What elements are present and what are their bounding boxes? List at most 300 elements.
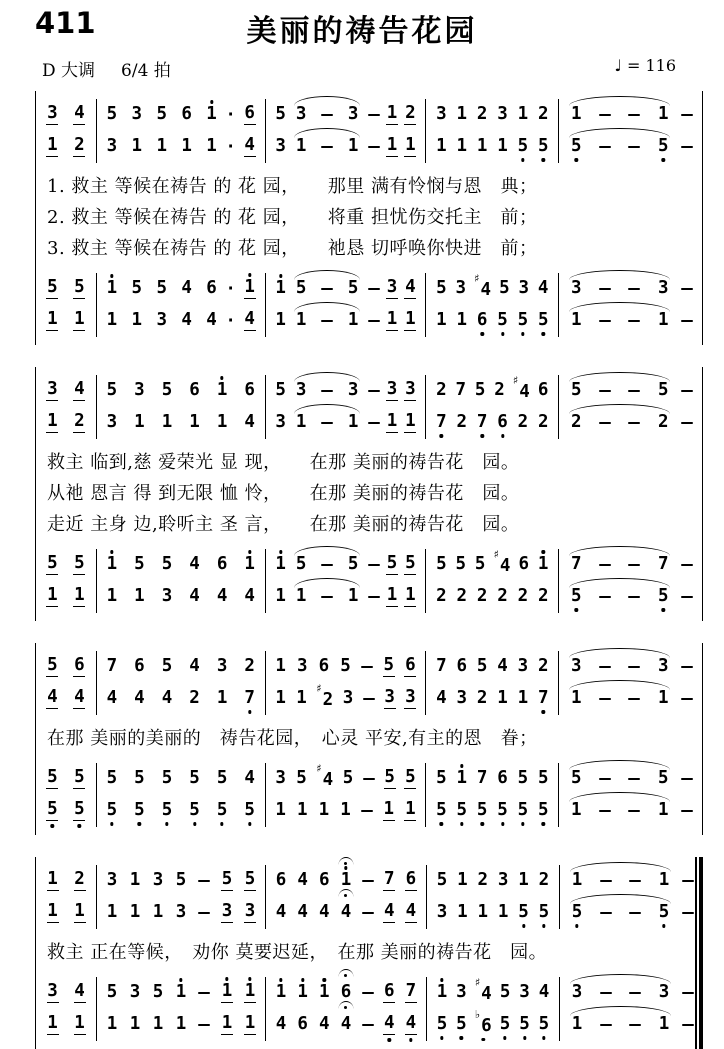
lower-voice-line bbox=[426, 407, 558, 439]
note: 5 bbox=[537, 310, 549, 331]
note: 2 bbox=[436, 586, 447, 607]
note: 1 bbox=[106, 902, 118, 923]
tempo-marking: ♩ = 116 bbox=[614, 56, 676, 75]
note: 1 bbox=[570, 310, 582, 331]
note: 4 bbox=[405, 901, 417, 922]
lyric-line: 3. 救主 等候在祷告 的 花 园， 祂恳 切呼唤你快进 前； bbox=[47, 238, 538, 259]
rest-dash bbox=[599, 810, 611, 812]
note: 1 bbox=[658, 1014, 670, 1035]
lower-voice-line bbox=[559, 407, 702, 439]
note: 4 bbox=[74, 103, 85, 124]
upper-voice-line bbox=[427, 865, 559, 897]
note: 4 bbox=[497, 656, 508, 677]
note: 1 bbox=[275, 982, 287, 1003]
rest-dash bbox=[628, 810, 640, 812]
lower-voice-line bbox=[97, 305, 265, 337]
note: 1 bbox=[658, 870, 670, 891]
note: 4 bbox=[189, 554, 200, 575]
lower-voice-line bbox=[266, 131, 426, 163]
note: 5 bbox=[537, 136, 549, 157]
note: 3 bbox=[384, 687, 395, 708]
note: 4 bbox=[161, 688, 173, 709]
note: 5 bbox=[131, 278, 143, 299]
rest-dash bbox=[368, 114, 380, 116]
upper-voice-line bbox=[266, 375, 426, 407]
pickup-measure bbox=[36, 99, 96, 163]
tie-group bbox=[569, 1016, 672, 1034]
note: 5 bbox=[538, 1014, 550, 1035]
upper-voice-line bbox=[559, 651, 702, 683]
note: 5 bbox=[296, 768, 307, 789]
hymn-number: 411 bbox=[35, 6, 96, 40]
note: 4 bbox=[244, 135, 255, 156]
lower-voice-line bbox=[559, 581, 702, 613]
note: 2 bbox=[537, 586, 549, 607]
note: 6 bbox=[181, 104, 192, 125]
note: 1 bbox=[74, 585, 85, 606]
note: 1 bbox=[221, 981, 233, 1002]
upper-voice-line bbox=[36, 651, 96, 683]
note: 4 bbox=[275, 1014, 287, 1035]
note: 3 bbox=[497, 870, 509, 891]
note: 5 bbox=[436, 800, 447, 821]
rest-dash bbox=[629, 880, 641, 882]
rest-dash bbox=[682, 912, 694, 914]
measure bbox=[425, 273, 558, 337]
note: 2 bbox=[570, 412, 582, 433]
upper-voice-line bbox=[97, 273, 265, 305]
accidental-icon: ♯ bbox=[316, 681, 322, 695]
note: 1 bbox=[296, 688, 307, 709]
measure bbox=[265, 977, 426, 1041]
rest-dash bbox=[321, 422, 333, 424]
note: 5 bbox=[47, 799, 58, 820]
note: 5 bbox=[74, 277, 85, 298]
note: 6 bbox=[319, 870, 330, 891]
upper-voice-line bbox=[559, 375, 702, 407]
upper-voice-line bbox=[266, 763, 426, 795]
measure bbox=[558, 651, 702, 715]
upper-voice-line bbox=[266, 549, 426, 581]
note: 4 bbox=[74, 687, 85, 708]
note: 3 bbox=[295, 380, 307, 401]
rest-dash bbox=[363, 778, 375, 780]
meta-row bbox=[42, 56, 676, 81]
lyric-line: 1. 救主 等候在祷告 的 花 园， 那里 满有怜悯与恩 典； bbox=[47, 176, 538, 197]
upper-voice-line bbox=[426, 273, 558, 305]
note: 3 bbox=[275, 768, 286, 789]
note: 1 bbox=[244, 554, 255, 575]
tie-group bbox=[569, 984, 672, 1002]
rest-dash bbox=[368, 320, 380, 322]
note: 1 bbox=[175, 982, 187, 1003]
note: 5 bbox=[436, 870, 448, 891]
measure bbox=[96, 99, 265, 163]
note: 2 bbox=[477, 870, 489, 891]
note: 1 bbox=[456, 104, 468, 125]
note: 5 bbox=[436, 554, 447, 575]
rest-dash bbox=[629, 912, 641, 914]
lower-voice-line bbox=[97, 581, 265, 613]
upper-voice-line bbox=[559, 273, 702, 305]
note: 5 bbox=[216, 800, 228, 821]
rest-dash bbox=[682, 880, 694, 882]
augmentation-dot: · bbox=[225, 137, 236, 157]
rest-dash bbox=[198, 992, 210, 994]
note: 4 bbox=[319, 902, 330, 923]
note: 3 bbox=[342, 688, 354, 709]
note: 2 bbox=[657, 412, 669, 433]
note: 1 bbox=[457, 870, 468, 891]
note: 1 bbox=[216, 412, 228, 433]
fermata-icon bbox=[338, 889, 353, 897]
note: 1 bbox=[181, 136, 192, 157]
note: 3 bbox=[244, 901, 256, 922]
pickup-measure bbox=[36, 865, 96, 929]
note: 1 bbox=[221, 1013, 233, 1034]
note: 3 bbox=[129, 982, 141, 1003]
voice-pair bbox=[36, 372, 702, 442]
note: 5 bbox=[340, 656, 351, 677]
note: 1 bbox=[47, 309, 58, 330]
music-system bbox=[35, 367, 703, 621]
note: 1 bbox=[47, 585, 58, 606]
note: 1 bbox=[347, 412, 359, 433]
note: 7 bbox=[384, 869, 395, 890]
augmentation-dot: · bbox=[225, 105, 236, 125]
note: 1 bbox=[129, 902, 141, 923]
note: 1 bbox=[571, 1014, 583, 1035]
rest-dash bbox=[681, 320, 693, 322]
rest-dash bbox=[321, 596, 333, 598]
note: 5 bbox=[347, 554, 359, 575]
note: 5 bbox=[152, 982, 164, 1003]
note: 4 bbox=[436, 688, 447, 709]
note: 5 bbox=[538, 902, 550, 923]
upper-voice-line bbox=[426, 549, 558, 581]
rest-dash bbox=[628, 422, 640, 424]
note: 5 bbox=[456, 800, 468, 821]
note: 4 bbox=[74, 379, 85, 400]
rest-dash bbox=[628, 320, 640, 322]
note: 2 bbox=[538, 870, 550, 891]
note: 3 bbox=[658, 982, 670, 1003]
note: 1 bbox=[295, 412, 307, 433]
note: 5 bbox=[175, 870, 187, 891]
note: 5 bbox=[436, 278, 447, 299]
note: 2 bbox=[405, 103, 416, 124]
lower-voice-line bbox=[97, 683, 265, 715]
tie-group bbox=[293, 556, 361, 574]
note: 1 bbox=[295, 310, 307, 331]
note: 5 bbox=[216, 768, 228, 789]
note: 4 bbox=[244, 768, 255, 789]
augmentation-dot: · bbox=[225, 311, 236, 331]
note: 3 bbox=[297, 656, 308, 677]
note: 1 bbox=[456, 768, 468, 789]
note: 3 bbox=[456, 982, 467, 1003]
rest-dash bbox=[321, 288, 333, 290]
note: 6 bbox=[497, 412, 508, 433]
lower-voice-line bbox=[266, 305, 426, 337]
note: 7 bbox=[657, 554, 669, 575]
note: 2 bbox=[537, 412, 549, 433]
note: 2 bbox=[456, 586, 468, 607]
note: 1 bbox=[275, 586, 286, 607]
note: 5 bbox=[570, 136, 582, 157]
note: 3 bbox=[47, 981, 58, 1002]
rest-dash bbox=[682, 992, 694, 994]
note: 5 bbox=[497, 800, 508, 821]
measure bbox=[265, 651, 426, 715]
note: 4 bbox=[216, 586, 228, 607]
note: 1 bbox=[297, 982, 308, 1003]
note: 5 bbox=[189, 768, 200, 789]
note: 1 bbox=[275, 554, 286, 575]
note: 6 bbox=[206, 278, 217, 299]
note: 5 bbox=[47, 553, 58, 574]
note: ♯4 bbox=[316, 761, 334, 790]
note: 6 bbox=[244, 103, 255, 124]
upper-voice-line bbox=[97, 763, 265, 795]
note: ♯4 bbox=[474, 975, 492, 1004]
note: 2 bbox=[476, 688, 488, 709]
lower-voice-line bbox=[427, 1009, 559, 1041]
note: 3 bbox=[657, 656, 669, 677]
note: 7 bbox=[436, 412, 447, 433]
note: 1 bbox=[517, 688, 529, 709]
voice-pair bbox=[36, 862, 703, 932]
note: 4 bbox=[405, 277, 416, 298]
rest-dash bbox=[681, 146, 693, 148]
note: 1 bbox=[570, 104, 582, 125]
upper-voice-line bbox=[560, 865, 703, 897]
note: 1 bbox=[131, 136, 143, 157]
note: 5 bbox=[517, 310, 529, 331]
music-system bbox=[35, 643, 703, 835]
note: 5 bbox=[518, 902, 529, 923]
note: 1 bbox=[74, 1013, 85, 1034]
tie-group bbox=[568, 588, 671, 606]
note: 5 bbox=[474, 554, 486, 575]
note: 3 bbox=[106, 136, 118, 157]
note: 3 bbox=[216, 656, 228, 677]
note: 5 bbox=[161, 800, 173, 821]
lower-voice-line bbox=[36, 1009, 96, 1041]
measure bbox=[265, 273, 426, 337]
lower-voice-line bbox=[36, 795, 96, 827]
measure bbox=[559, 977, 703, 1041]
rest-dash bbox=[321, 114, 333, 116]
note: 5 bbox=[517, 800, 529, 821]
rest-dash bbox=[368, 146, 380, 148]
note: 1 bbox=[405, 309, 416, 330]
rest-dash bbox=[198, 880, 210, 882]
note: 1 bbox=[405, 411, 416, 432]
note: 5 bbox=[134, 800, 145, 821]
lower-voice-line bbox=[559, 795, 702, 827]
tie-group bbox=[293, 588, 361, 606]
note: 1 bbox=[106, 586, 118, 607]
lower-voice-line bbox=[36, 407, 96, 439]
note: 1 bbox=[216, 380, 228, 401]
rest-dash bbox=[321, 146, 333, 148]
rest-dash bbox=[368, 564, 380, 566]
note: 7 bbox=[405, 981, 417, 1002]
lower-voice-line bbox=[266, 795, 426, 827]
upper-voice-line bbox=[97, 977, 265, 1009]
pickup-measure bbox=[36, 549, 96, 613]
hymn-title: 美丽的祷告花园 bbox=[246, 14, 478, 49]
note: 1 bbox=[570, 800, 582, 821]
note: 1 bbox=[405, 135, 416, 156]
note: 3 bbox=[295, 104, 307, 125]
note: 5 bbox=[436, 1014, 448, 1035]
note: 3 bbox=[152, 870, 164, 891]
rest-dash bbox=[599, 288, 611, 290]
note: 5 bbox=[47, 277, 58, 298]
note: 3 bbox=[436, 902, 448, 923]
tie-group bbox=[568, 280, 671, 298]
note: 1 bbox=[47, 1013, 58, 1034]
upper-voice-line bbox=[426, 651, 558, 683]
note: 1 bbox=[47, 411, 58, 432]
note: 5 bbox=[499, 278, 510, 299]
rest-dash bbox=[321, 564, 333, 566]
title-row bbox=[0, 6, 724, 50]
lower-voice-line bbox=[266, 407, 426, 439]
note: 5 bbox=[517, 136, 529, 157]
note: 5 bbox=[161, 656, 173, 677]
upper-voice-line bbox=[266, 99, 426, 131]
rest-dash bbox=[321, 390, 333, 392]
lower-voice-line bbox=[426, 581, 558, 613]
accidental-icon: ♯ bbox=[493, 547, 499, 561]
upper-voice-line bbox=[426, 99, 558, 131]
note: 3 bbox=[47, 103, 58, 124]
voice-pair bbox=[36, 270, 702, 340]
note: 4 bbox=[340, 904, 352, 922]
note: 3 bbox=[405, 379, 416, 400]
lower-voice-line bbox=[560, 897, 703, 929]
note: 5 bbox=[517, 768, 529, 789]
note: 1 bbox=[275, 688, 286, 709]
note: 1 bbox=[657, 310, 669, 331]
tie-group bbox=[568, 312, 671, 330]
note: 6 bbox=[134, 656, 145, 677]
note: 3 bbox=[518, 278, 530, 299]
measure bbox=[265, 865, 426, 929]
note: 1 bbox=[456, 310, 468, 331]
rest-dash bbox=[599, 422, 611, 424]
tie-group bbox=[568, 106, 671, 124]
measure bbox=[265, 375, 426, 439]
note: 1 bbox=[275, 278, 286, 299]
note: 1 bbox=[244, 981, 256, 1002]
fermata-icon bbox=[338, 1001, 353, 1009]
measure bbox=[425, 763, 558, 827]
rest-dash bbox=[363, 698, 375, 700]
rest-dash bbox=[362, 992, 374, 994]
voice-pair bbox=[36, 974, 703, 1044]
tie-group bbox=[293, 280, 361, 298]
note: 1 bbox=[436, 136, 447, 157]
note: 1 bbox=[319, 982, 330, 1003]
rest-dash bbox=[599, 564, 611, 566]
tie-group bbox=[568, 382, 671, 400]
rest-dash bbox=[629, 992, 641, 994]
fermata-icon bbox=[338, 969, 353, 977]
note: 1 bbox=[244, 1013, 256, 1034]
note: 1 bbox=[436, 982, 448, 1003]
note: 5 bbox=[497, 310, 508, 331]
note: 6 bbox=[189, 380, 200, 401]
rest-dash bbox=[362, 1024, 374, 1026]
lower-voice-line bbox=[97, 131, 265, 163]
lower-voice-line bbox=[266, 581, 426, 613]
note: 3 bbox=[517, 656, 529, 677]
measure bbox=[558, 375, 702, 439]
rest-dash bbox=[628, 390, 640, 392]
note: 1 bbox=[405, 585, 416, 606]
note: 5 bbox=[436, 768, 447, 789]
note: 1 bbox=[436, 310, 447, 331]
pickup-measure bbox=[36, 651, 96, 715]
upper-voice-line bbox=[97, 549, 265, 581]
lower-voice-line bbox=[426, 795, 558, 827]
note: 1 bbox=[340, 872, 352, 890]
note: 1 bbox=[347, 586, 359, 607]
tie-group bbox=[568, 802, 671, 820]
tie-group bbox=[569, 872, 672, 890]
upper-voice-line bbox=[36, 977, 96, 1009]
lower-voice-line bbox=[559, 683, 702, 715]
note: 1 bbox=[657, 688, 669, 709]
measure bbox=[425, 99, 558, 163]
note: 3 bbox=[131, 104, 143, 125]
tie-group bbox=[293, 312, 361, 330]
note: 6 bbox=[318, 656, 330, 677]
rest-dash bbox=[681, 666, 693, 668]
note: 6 bbox=[537, 380, 549, 401]
note: 5 bbox=[499, 982, 511, 1003]
tie-group bbox=[568, 690, 671, 708]
rest-dash bbox=[321, 320, 333, 322]
note: 3 bbox=[106, 870, 118, 891]
lower-voice-line bbox=[266, 897, 426, 929]
note: 1 bbox=[571, 870, 583, 891]
note: 4 bbox=[538, 982, 550, 1003]
note: 1 bbox=[152, 1014, 164, 1035]
note: ♯4 bbox=[474, 271, 492, 300]
lower-voice-line bbox=[36, 897, 96, 929]
measure bbox=[558, 99, 702, 163]
note: 4 bbox=[181, 310, 192, 331]
music-system bbox=[35, 91, 703, 345]
note: 3 bbox=[570, 656, 582, 677]
note: 3 bbox=[571, 982, 583, 1003]
note: 5 bbox=[474, 380, 486, 401]
note: 3 bbox=[657, 278, 669, 299]
note: 7 bbox=[455, 380, 467, 401]
note: 1 bbox=[106, 278, 118, 299]
lower-voice-line bbox=[36, 131, 96, 163]
voice-pair bbox=[36, 760, 702, 830]
note: 5 bbox=[657, 136, 669, 157]
note: 5 bbox=[476, 656, 488, 677]
lyric-line: 从祂 恩言 得 到无限 恤 怜， 在那 美丽的祷告花 园。 bbox=[47, 483, 520, 504]
measure bbox=[265, 763, 426, 827]
